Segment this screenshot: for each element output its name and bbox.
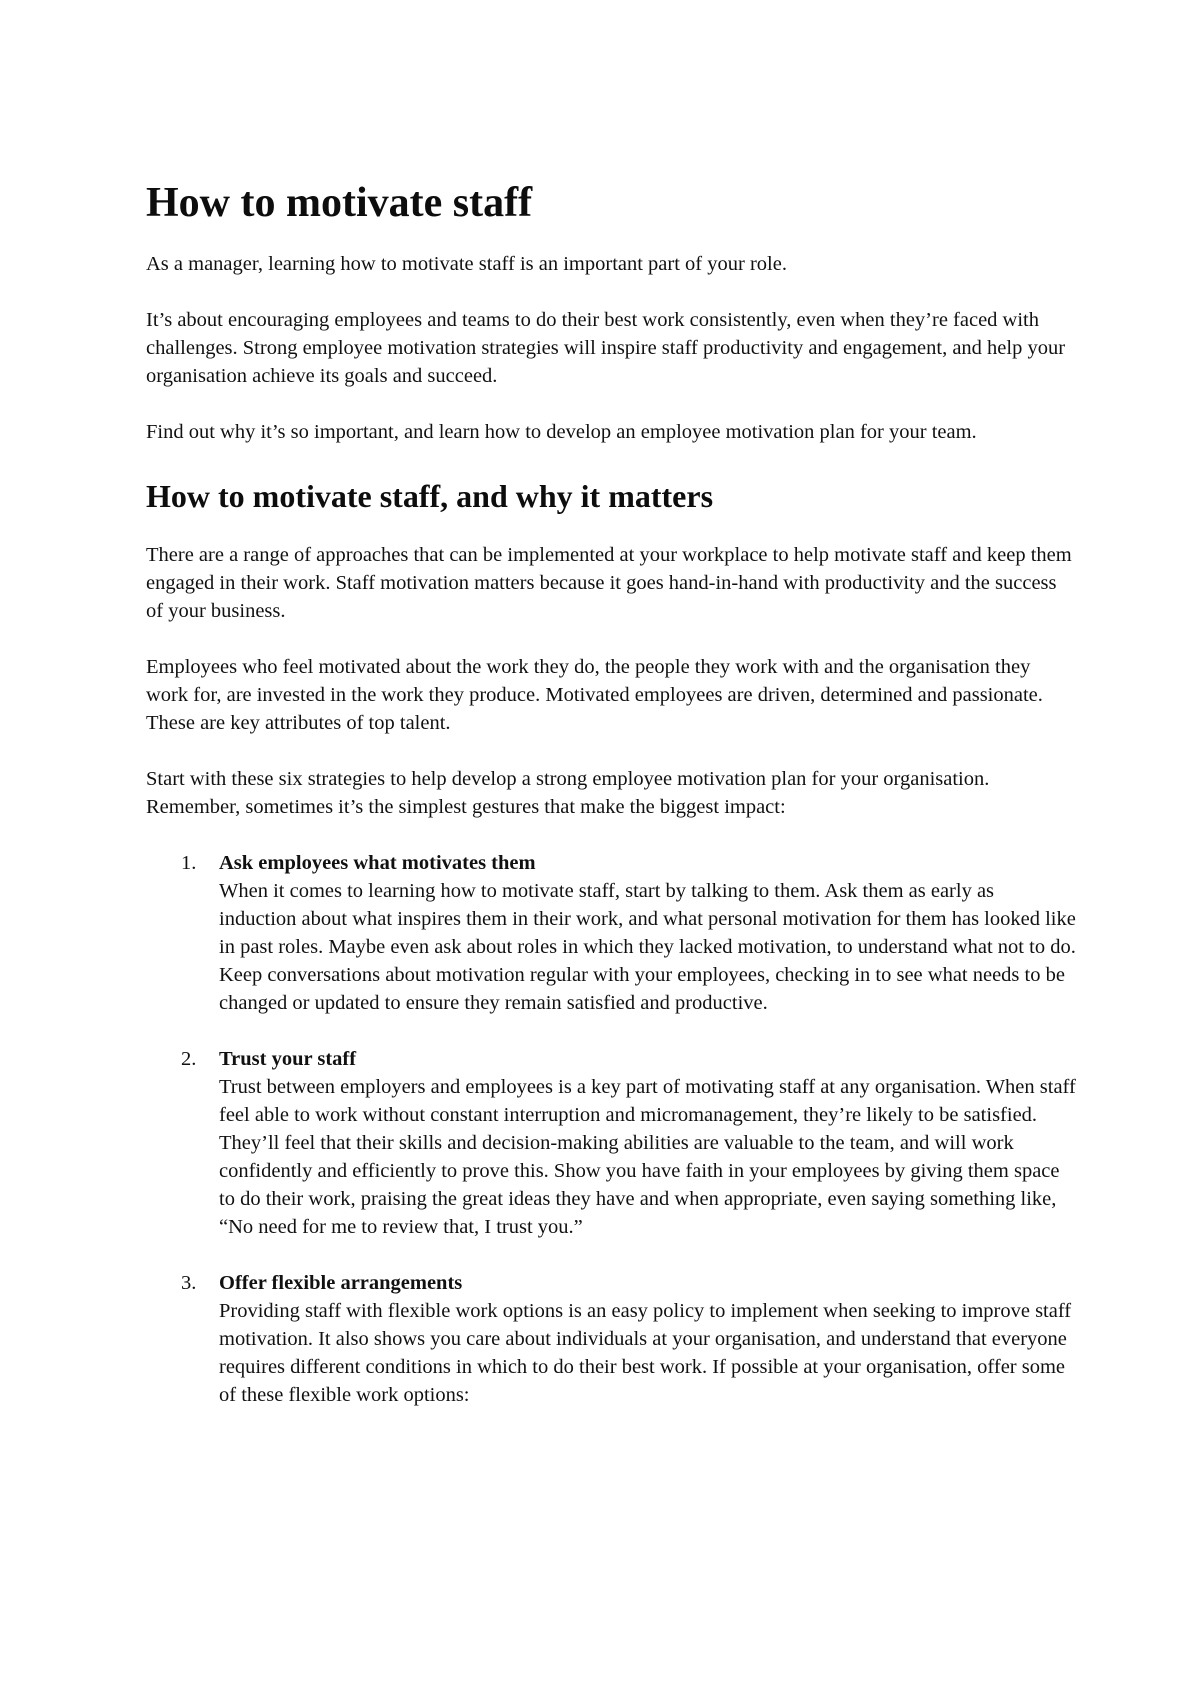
list-item-title: Trust your staff [219,1048,357,1070]
list-item-title: Offer flexible arrangements [219,1272,463,1294]
list-item-title: Ask employees what motivates them [219,852,536,874]
list-item-body: When it comes to learning how to motivate staff, start by talking to them. Ask them as early as induction about what inspires them in their work, and what personal motivation for them has looked like in past roles. Maybe even ask about roles in which they lacked motivation, to understand what not to do. Keep conversations about motivation regular with your employees, checking in to see what needs to be changed or updated to ensure they remain satisfied and productive. [219,880,1076,1014]
section-heading: How to motivate staff, and why it matters [146,478,714,514]
strategy-list [146,849,1076,1409]
list-item-number: 1. [181,852,197,874]
intro-paragraph-2: It’s about encouraging employees and teams to do their best work consistently, even when they’re faced with challenges. Strong employee motivation strategies will inspire staff productivity and engagement, and help your organisation achieve its goals and succeed. [146,309,1066,387]
list-item-body: Providing staff with flexible work options is an easy policy to implement when seeking to improve staff motivation. It also shows you care about individuals at your organisation, and understand that everyone requires different conditions in which to do their best work. If possible at your organisation, offer some of these flexible work options: [219,1300,1072,1406]
list-item-number: 3. [181,1272,197,1294]
list-item [146,849,1076,1017]
section-paragraph-3: Start with these six strategies to help develop a strong employee motivation plan for your organisation. Remember, sometimes it’s the simplest gestures that make the biggest impact: [146,768,990,818]
list-item-body: Trust between employers and employees is a key part of motivating staff at any organisation. When staff feel able to work without constant interruption and micromanagement, they’re likely to be satisfied. They’ll feel that their skills and decision-making abilities are valuable to the team, and will work confidently and efficiently to prove this. Show you have faith in your employees by giving them space to do their work, praising the great ideas they have and when appropriate, even saying something like, “No need for me to review that, I trust you.” [219,1076,1076,1238]
section-paragraph-2: Employees who feel motivated about the work they do, the people they work with and the organisation they work for, are invested in the work they produce. Motivated employees are driven, determined and passionate. These are key attributes of top talent. [146,656,1043,734]
list-item [146,1045,1076,1241]
page-title: How to motivate staff [146,180,533,226]
list-item [146,1269,1076,1409]
intro-paragraph-3: Find out why it’s so important, and learn how to develop an employee motivation plan for your team. [146,421,977,443]
section-paragraph-1: There are a range of approaches that can be implemented at your workplace to help motivate staff and keep them engaged in their work. Staff motivation matters because it goes hand-in-hand with productivity and the success of your business. [146,544,1072,622]
document-page [146,178,1076,1437]
intro-paragraph-1: As a manager, learning how to motivate staff is an important part of your role. [146,253,787,275]
list-item-number: 2. [181,1048,197,1070]
